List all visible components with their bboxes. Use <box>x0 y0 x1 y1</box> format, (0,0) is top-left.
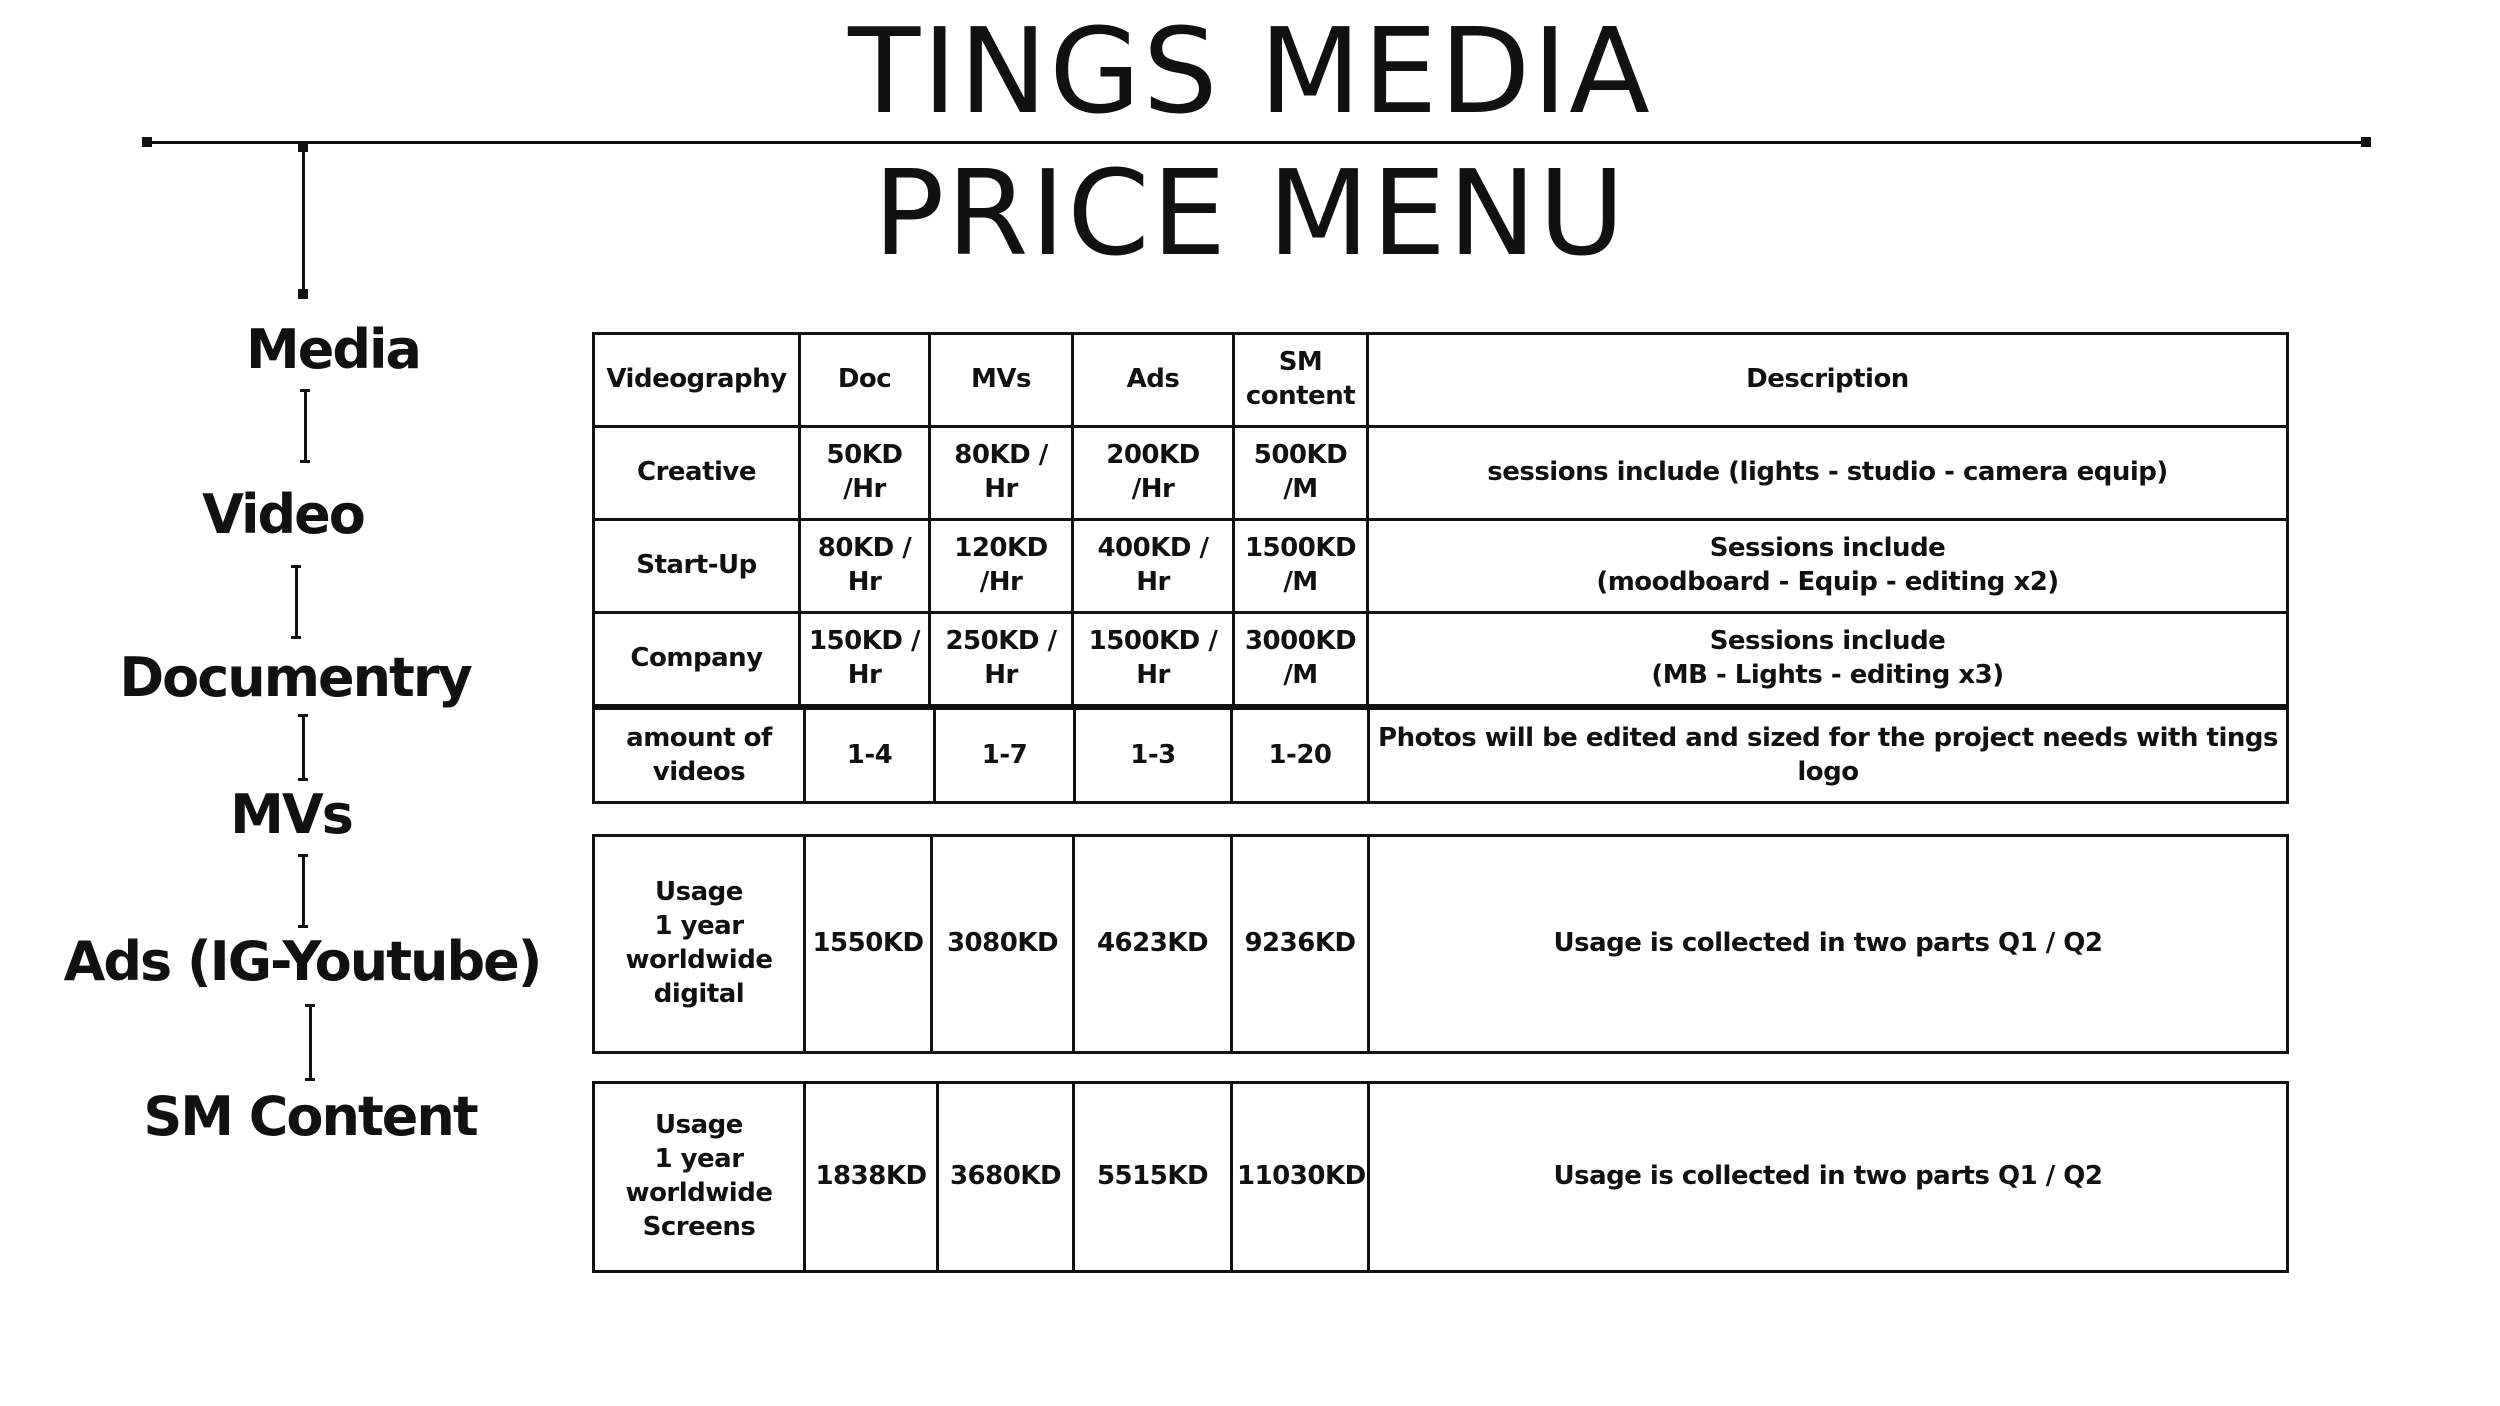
usage-digital-table <box>592 834 2289 1054</box>
page-subtitle: PRICE MENU <box>873 144 1627 282</box>
sidebar-item-ads: Ads (IG-Youtube) <box>63 930 541 993</box>
tier-cell: Company <box>594 613 800 706</box>
header-cell-doc: Doc <box>800 334 930 427</box>
price-cell: 200KD /Hr <box>1073 427 1234 520</box>
sidebar-item-sm-content: SM Content <box>143 1085 477 1148</box>
connector-tick <box>298 778 308 781</box>
price-cell: 250KD / Hr <box>930 613 1073 706</box>
table-row <box>594 1083 2288 1272</box>
table-row <box>594 427 2288 520</box>
usage-price-cell: 11030KD <box>1232 1083 1369 1272</box>
price-cell: 1500KD / Hr <box>1073 613 1234 706</box>
usage-price-cell: 3080KD <box>932 836 1074 1053</box>
sidebar-item-documentry: Documentry <box>119 646 471 709</box>
price-cell: 80KD / Hr <box>800 520 930 613</box>
connector-line <box>304 390 307 462</box>
divider-end-dot-right <box>2361 137 2371 147</box>
connector-tick <box>300 389 310 392</box>
header-cell-videography: Videography <box>594 334 800 427</box>
table-header-row <box>594 334 2288 427</box>
connector-dot <box>298 142 308 152</box>
connector-tick <box>291 565 301 568</box>
price-cell: 120KD /Hr <box>930 520 1073 613</box>
header-cell-mvs: MVs <box>930 334 1073 427</box>
usage-label-cell: Usage 1 year worldwide Screens <box>594 1083 805 1272</box>
usage-label-cell: Usage 1 year worldwide digital <box>594 836 805 1053</box>
table-row <box>594 709 2288 803</box>
connector-line <box>309 1005 312 1080</box>
tier-cell: Creative <box>594 427 800 520</box>
connector-line <box>302 855 305 927</box>
price-cell: 150KD / Hr <box>800 613 930 706</box>
table-row <box>594 613 2288 706</box>
usage-screens-table <box>592 1081 2289 1273</box>
description-cell: Sessions include (moodboard - Equip - editing x2) <box>1368 520 2288 613</box>
description-cell: Photos will be edited and sized for the project needs with tings logo <box>1369 709 2288 803</box>
connector-line <box>302 715 305 780</box>
price-cell: 1500KD /M <box>1234 520 1368 613</box>
tier-cell: Start-Up <box>594 520 800 613</box>
connector-tick <box>305 1004 315 1007</box>
header-cell-sm-content: SM content <box>1234 334 1368 427</box>
usage-price-cell: 1838KD <box>805 1083 938 1272</box>
amount-cell: 1-4 <box>805 709 935 803</box>
usage-price-cell: 5515KD <box>1074 1083 1232 1272</box>
price-cell: 50KD /Hr <box>800 427 930 520</box>
divider-end-dot-left <box>142 137 152 147</box>
description-cell: sessions include (lights - studio - camera equip) <box>1368 427 2288 520</box>
sidebar-item-mvs: MVs <box>230 783 352 846</box>
title-divider <box>146 141 2366 144</box>
price-cell: 3000KD /M <box>1234 613 1368 706</box>
table-row <box>594 836 2288 1053</box>
amount-label-cell: amount of videos <box>594 709 805 803</box>
header-cell-description: Description <box>1368 334 2288 427</box>
amount-table <box>592 707 2289 804</box>
price-cell: 500KD /M <box>1234 427 1368 520</box>
connector-dot <box>298 289 308 299</box>
page-title: TINGS MEDIA <box>848 2 1652 140</box>
price-cell: 400KD / Hr <box>1073 520 1234 613</box>
table-row <box>594 520 2288 613</box>
amount-cell: 1-3 <box>1075 709 1232 803</box>
connector-line <box>295 566 298 638</box>
connector-tick <box>298 714 308 717</box>
price-cell: 80KD / Hr <box>930 427 1073 520</box>
connector-tick <box>291 636 301 639</box>
usage-price-cell: 4623KD <box>1074 836 1232 1053</box>
description-cell: Usage is collected in two parts Q1 / Q2 <box>1369 836 2288 1053</box>
header-cell-ads: Ads <box>1073 334 1234 427</box>
usage-price-cell: 9236KD <box>1232 836 1369 1053</box>
connector-tick <box>300 460 310 463</box>
connector-tick <box>298 925 308 928</box>
description-cell: Usage is collected in two parts Q1 / Q2 <box>1369 1083 2288 1272</box>
usage-price-cell: 1550KD <box>805 836 932 1053</box>
connector-line <box>302 144 305 294</box>
amount-cell: 1-20 <box>1232 709 1369 803</box>
connector-tick <box>298 854 308 857</box>
connector-tick <box>305 1078 315 1081</box>
amount-cell: 1-7 <box>935 709 1075 803</box>
usage-price-cell: 3680KD <box>938 1083 1074 1272</box>
pricing-table <box>592 332 2289 707</box>
description-cell: Sessions include (MB - Lights - editing x3) <box>1368 613 2288 706</box>
sidebar-item-media: Media <box>246 318 420 381</box>
sidebar-item-video: Video <box>202 483 364 546</box>
